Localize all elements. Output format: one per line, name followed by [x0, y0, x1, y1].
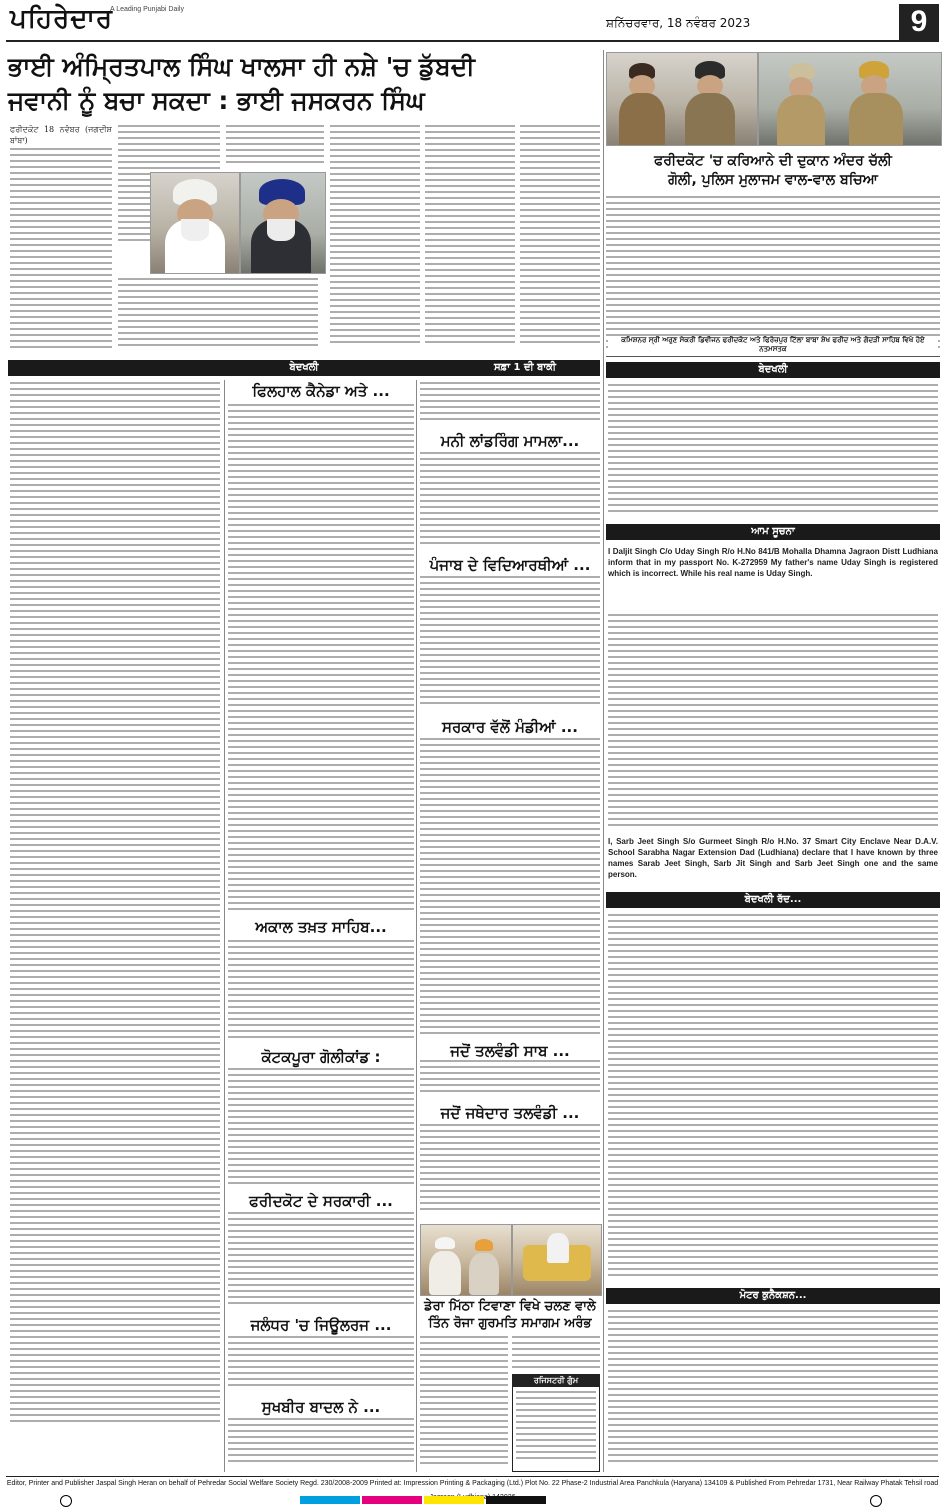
- jathedar-body: [420, 1124, 600, 1220]
- photo-dera-1: [420, 1224, 512, 1296]
- dera-headline: [420, 1298, 600, 1332]
- registration-mark-icon: [60, 1495, 72, 1507]
- lead-headline: [8, 50, 598, 118]
- faridkot-govt-heading: ਫਰੀਦਕੋਟ ਦੇ ਸਰਕਾਰੀ ...: [249, 1192, 393, 1210]
- canada-heading: ਫਿਲਹਾਲ ਕੈਨੇਡਾ ਅਤੇ ...: [252, 382, 390, 400]
- cyan-swatch: [300, 1496, 360, 1504]
- bedakhli-right-body: [608, 384, 938, 520]
- sukhbir-heading: ਸੁਖਬੀਰ ਬਾਦਲ ਨੇ ...: [261, 1398, 381, 1416]
- lead-column-2b: [118, 278, 318, 353]
- aam-suchna-notice-2: I, Sarb Jeet Singh S/o Gurmeet Singh R/o H.No. 37 Smart City Enclave Near D.A.V. School Sarabha Nagar Extension Dad (Ludhiana) declare that I have known by three names Sarab Jeet Singh, Sarb Jit Singh and Sarb Jeet Singh one and the same person.: [608, 837, 938, 879]
- jalandhar-heading: ਜਲੰਧਰ 'ਚ ਜਿਊਲਰਜ ...: [250, 1316, 392, 1334]
- lead-column-3: [226, 125, 324, 167]
- rajistri-body: [516, 1391, 596, 1467]
- logo-tagline: A Leading Punjabi Daily: [110, 6, 184, 13]
- dera-headline-line1: ਡੇਰਾ ਮਿੱਠਾ ਟਿਵਾਣਾ ਵਿਖੇ ਚਲਣ ਵਾਲੇ: [424, 1299, 596, 1314]
- money-heading: ਮਨੀ ਲਾਂਡਰਿੰਗ ਮਾਮਲਾ...: [440, 432, 580, 450]
- dera-body-1: [420, 1336, 508, 1472]
- students-body: [420, 576, 600, 714]
- lead-column-1: [10, 148, 112, 353]
- motor-bar: ਮੋਟਰ ਕੁਨੈਕਸ਼ਨ...: [606, 1288, 940, 1304]
- continued-body-top: [420, 382, 600, 428]
- lead-column-5: [425, 125, 515, 353]
- faridkot-headline-line2: ਗੋਲੀ, ਪੁਲਿਸ ਮੁਲਾਜਮ ਵਾਲ-ਵਾਲ ਬਚਿਆ: [668, 172, 878, 188]
- mandis-body: [420, 738, 600, 1038]
- akal-body: [228, 940, 414, 1045]
- photo-dera-2: [512, 1224, 602, 1296]
- bedakhli-left-bar: ਬੇਦਖਲੀ: [8, 360, 600, 376]
- money-body: [420, 452, 600, 552]
- kotkapura-heading: ਕੋਟਕਪੂਰਾ ਗੋਲੀਕਾਂਡ :: [261, 1048, 381, 1066]
- rajistri-title: ਰਜਿਸਟਰੀ ਗੁੰਮ: [513, 1375, 599, 1387]
- aam-suchna-bar: ਆਮ ਸੂਚਨਾ: [606, 524, 940, 540]
- mandis-heading: ਸਰਕਾਰ ਵੱਲੋਂ ਮੰਡੀਆਂ ...: [442, 718, 578, 736]
- footer-imprint: Editor, Printer and Publisher Jaspal Singh Heran on behalf of Pehredar Social Welfare Society Regd. 230/2008-2009 Printed at: Impression Printing & Packaging (Ltd.) Plot No. 22 Phase-2 Industrial Area Panchkula (Haryana) 134109 & Published From Pehredar 1731, Near Railway Phatak Tehsil road: [6, 1476, 939, 1491]
- photo-elder-1: [150, 172, 240, 274]
- bedakhli-ron-bar: ਬੇਦਖਲੀ ਰੱਦ...: [606, 892, 940, 908]
- divider-right: [606, 356, 940, 357]
- photo-police-officers: [758, 52, 942, 146]
- photo-police-shop: [606, 52, 758, 146]
- kotkapura-body: [228, 1068, 414, 1188]
- lead-headline-line2: ਜਵਾਨੀ ਨੂੰ ਬਚਾ ਸਕਦਾ : ਭਾਈ ਜਸਕਰਨ ਸਿੰਘ: [8, 86, 425, 115]
- issue-date: ਸ਼ਨਿੱਚਰਵਾਰ, 18 ਨਵੰਬਰ 2023: [606, 16, 751, 30]
- faridkot-headline: [606, 152, 940, 190]
- bedakhli-left-notices: [10, 382, 220, 1472]
- lead-headline-line1: ਭਾਈ ਅੰਮ੍ਰਿਤਪਾਲ ਸਿੰਘ ਖਾਲਸਾ ਹੀ ਨਸ਼ੇ 'ਚ ਡੁੱਬਦੀ: [8, 52, 475, 81]
- jathedar-heading: ਜਦੋਂ ਜਥੇਦਾਰ ਤਲਵੰਡੀ ...: [440, 1104, 580, 1122]
- newspaper-logo: ਪਹਿਰੇਦਾਰ: [10, 4, 113, 34]
- black-swatch: [486, 1496, 546, 1504]
- faridkot-govt-body: [228, 1212, 414, 1312]
- lead-byline: ਫਰੀਦਕੋਟ 18 ਨਵੰਬਰ (ਜਗਦੀਸ਼ ਬਾਂਬਾ): [10, 125, 112, 145]
- page-number: 9: [899, 4, 939, 40]
- talwandi-heading: ਜਦੋਂ ਤਲਵੰਡੀ ਸਾਬ ...: [450, 1042, 570, 1060]
- jalandhar-body: [228, 1336, 414, 1394]
- faridkot-body: [606, 196, 940, 354]
- sukhbir-body: [228, 1418, 414, 1472]
- column-rule-1: [224, 380, 225, 1472]
- faridkot-headline-line1: ਫਰੀਦਕੋਟ 'ਚ ਕਰਿਆਨੇ ਦੀ ਦੁਕਾਨ ਅੰਦਰ ਚੱਲੀ: [654, 153, 892, 169]
- bedakhli-right-bar: ਬੇਦਖਲੀ: [606, 362, 940, 378]
- rajistri-notice: [512, 1374, 600, 1472]
- page1-rest-bar: ਸਫ਼ਾ 1 ਦੀ ਬਾਕੀ: [450, 360, 600, 376]
- canada-body: [228, 404, 414, 914]
- dera-headline-line2: ਤਿੰਨ ਰੋਜਾ ਗੁਰਮਤਿ ਸਮਾਗਮ ਅਰੰਭ: [428, 1316, 592, 1331]
- photo-elder-2: [240, 172, 326, 274]
- column-rule-2: [416, 380, 417, 1472]
- motor-body: [608, 1310, 938, 1470]
- commissioner-headline: ਕਮਿਸ਼ਨਰ ਸ੍ਰੀ ਅਰੁਣ ਸੇਕਰੀ ਡਿਵੀਜਨ ਫਰੀਦਕੋਟ ਅਤੇ ਫਿਰੋਜ਼ਪੁਰ ਟਿੱਲਾ ਬਾਬਾ ਸ਼ੇਖ ਫਰੀਦ ਅਤੇ ਗੋਦੜੀ ਸਾਹਿਬ ਵਿਖੇ ਹੋਏ ਨਤਮਸਤਕ: [608, 336, 938, 354]
- lead-column-4: [330, 125, 420, 353]
- right-column: [606, 362, 940, 1472]
- talwandi-body: [420, 1060, 600, 1100]
- magenta-swatch: [362, 1496, 422, 1504]
- yellow-swatch: [424, 1496, 484, 1504]
- bedakhli-ron-body: [608, 914, 938, 1284]
- aam-suchna-notice-1: I Daljit Singh C/o Uday Singh R/o H.No 841/B Mohalla Dhamna Jagraon Distt Ludhiana inform that in my passport No. K-272959 My father's name Uday Singh is registered which is incorrect. While his real name is Uday Singh.: [608, 547, 938, 578]
- registration-mark-icon: [870, 1495, 882, 1507]
- column-rule-3: [603, 50, 604, 1472]
- dera-body-2: [512, 1336, 600, 1372]
- students-heading: ਪੰਜਾਬ ਦੇ ਵਿਦਿਆਰਥੀਆਂ ...: [429, 556, 591, 574]
- masthead: [6, 4, 939, 42]
- akal-heading: ਅਕਾਲ ਤਖ਼ਤ ਸਾਹਿਬ...: [255, 918, 387, 936]
- aam-suchna-body: [608, 614, 938, 834]
- registration-strip: [0, 1493, 945, 1507]
- lead-column-6: [520, 125, 600, 353]
